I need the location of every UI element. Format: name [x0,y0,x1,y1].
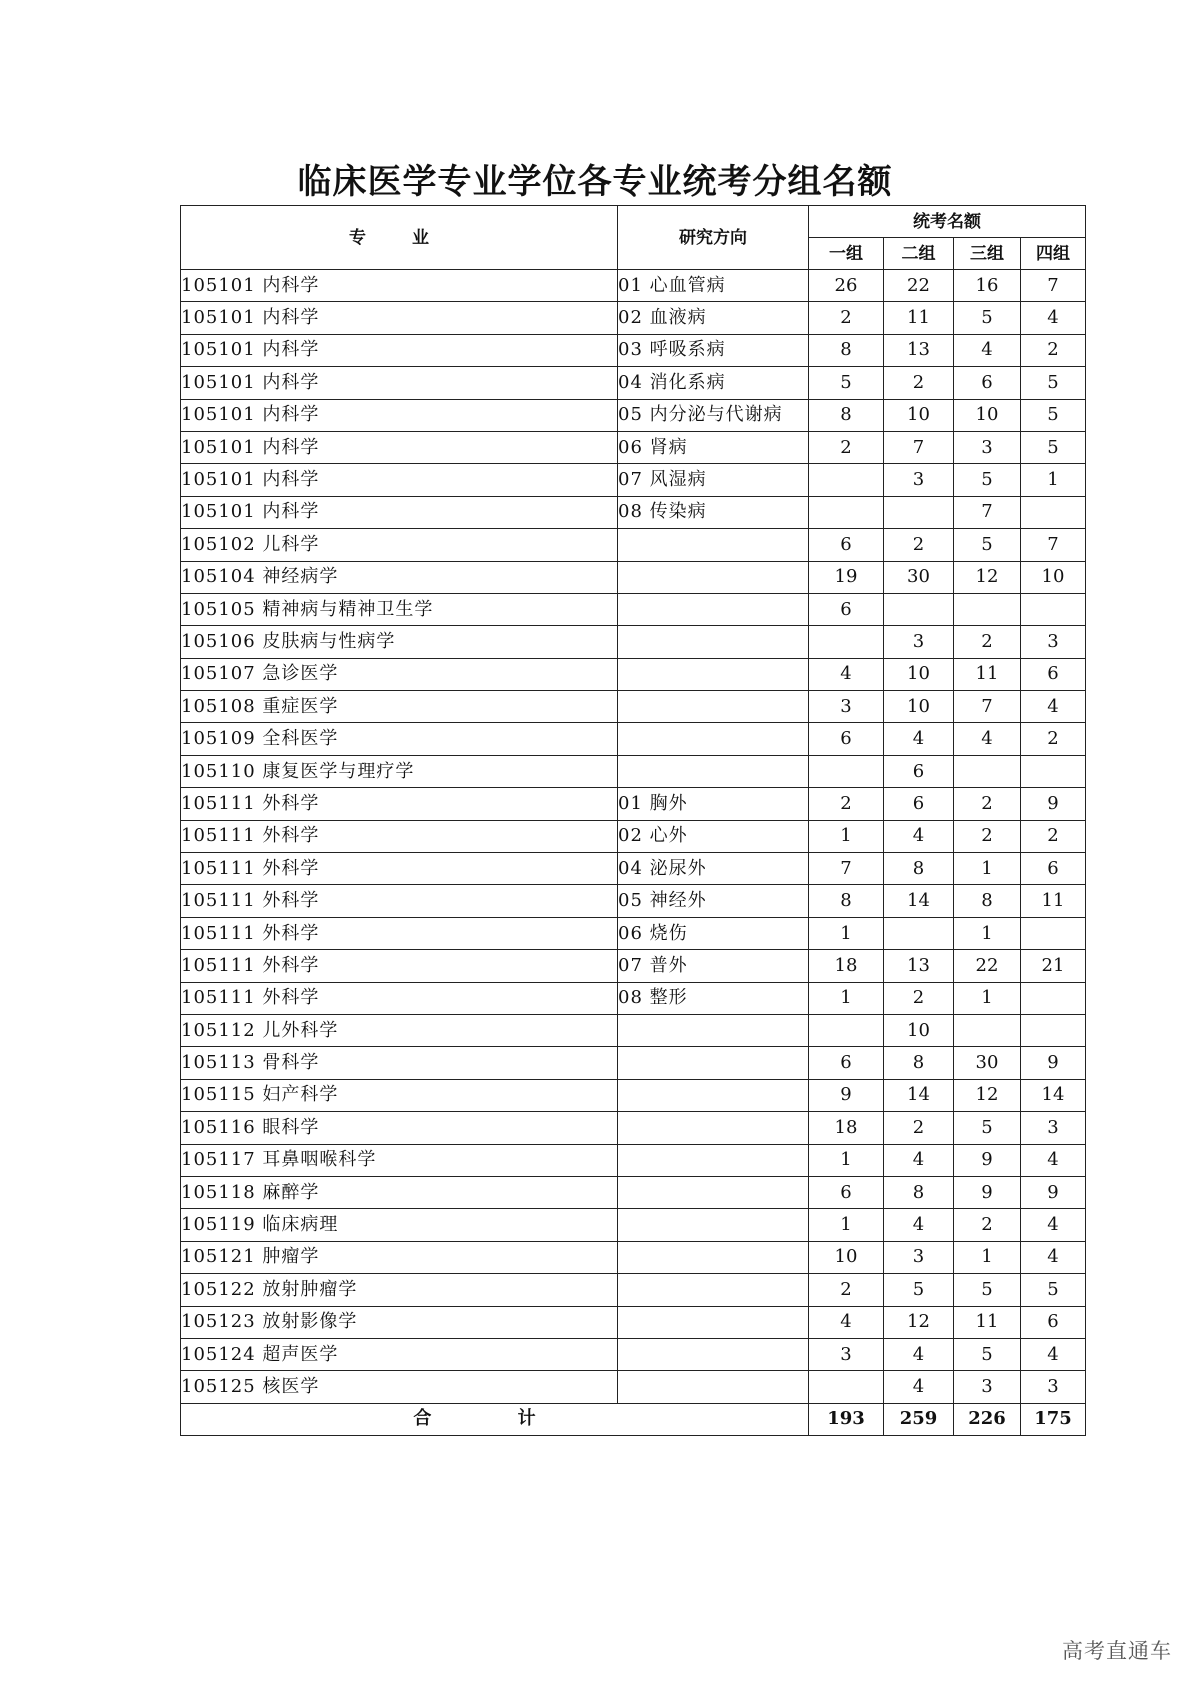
cell-direction [618,593,809,625]
total-group-1: 193 [809,1403,884,1435]
cell-group-4: 9 [1021,788,1086,820]
cell-group-4: 14 [1021,1079,1086,1111]
cell-group-2: 13 [884,334,954,366]
cell-major: 105111 外科学 [181,950,618,982]
cell-group-3: 11 [954,1306,1021,1338]
cell-direction: 08 整形 [618,982,809,1014]
cell-direction [618,1176,809,1208]
cell-group-4: 2 [1021,334,1086,366]
cell-group-2: 3 [884,1241,954,1273]
cell-major: 105112 儿外科学 [181,1014,618,1046]
cell-group-2: 10 [884,399,954,431]
header-group-3: 三组 [954,238,1021,270]
cell-group-4: 11 [1021,885,1086,917]
cell-direction [618,1047,809,1079]
cell-group-3: 16 [954,270,1021,302]
cell-group-3: 5 [954,302,1021,334]
table-row [181,1371,1086,1403]
cell-group-4: 4 [1021,302,1086,334]
cell-group-3: 11 [954,658,1021,690]
cell-group-4: 6 [1021,658,1086,690]
cell-group-2: 4 [884,820,954,852]
cell-major: 105122 放射肿瘤学 [181,1274,618,1306]
total-group-3: 226 [954,1403,1021,1435]
header-quota: 统考名额 [809,206,1086,238]
cell-group-4: 4 [1021,1338,1086,1370]
cell-group-1: 6 [809,529,884,561]
cell-group-2: 10 [884,658,954,690]
cell-group-3: 10 [954,399,1021,431]
table-row [181,1209,1086,1241]
cell-major: 105125 核医学 [181,1371,618,1403]
cell-group-4: 7 [1021,270,1086,302]
table-row [181,917,1086,949]
cell-group-1: 1 [809,1144,884,1176]
cell-group-4: 9 [1021,1047,1086,1079]
cell-direction: 05 内分泌与代谢病 [618,399,809,431]
cell-direction [618,1371,809,1403]
cell-major: 105107 急诊医学 [181,658,618,690]
cell-group-3 [954,593,1021,625]
cell-major: 105108 重症医学 [181,691,618,723]
cell-major: 105101 内科学 [181,496,618,528]
table-row [181,302,1086,334]
cell-group-2: 2 [884,367,954,399]
cell-group-1: 1 [809,982,884,1014]
cell-direction: 06 烧伤 [618,917,809,949]
cell-group-1: 1 [809,917,884,949]
header-major: 专 业 [181,206,618,270]
table-row [181,496,1086,528]
cell-major: 105104 神经病学 [181,561,618,593]
cell-group-4 [1021,593,1086,625]
cell-group-1 [809,496,884,528]
cell-group-2 [884,593,954,625]
table-row [181,691,1086,723]
cell-group-4: 5 [1021,1274,1086,1306]
cell-direction [618,1241,809,1273]
cell-group-2: 30 [884,561,954,593]
cell-major: 105101 内科学 [181,464,618,496]
cell-group-2: 5 [884,1274,954,1306]
cell-group-4: 2 [1021,820,1086,852]
cell-group-2: 6 [884,788,954,820]
table-row [181,464,1086,496]
table-row [181,1176,1086,1208]
cell-direction: 02 心外 [618,820,809,852]
cell-group-1: 6 [809,593,884,625]
cell-group-1: 2 [809,788,884,820]
cell-group-1: 18 [809,1112,884,1144]
cell-direction [618,1014,809,1046]
cell-group-3: 4 [954,723,1021,755]
cell-major: 105105 精神病与精神卫生学 [181,593,618,625]
cell-group-3: 9 [954,1176,1021,1208]
cell-group-1: 18 [809,950,884,982]
cell-group-3: 1 [954,853,1021,885]
cell-direction [618,561,809,593]
cell-group-4: 7 [1021,529,1086,561]
table-row [181,1241,1086,1273]
watermark: 高考直通车 [1062,1639,1172,1663]
cell-direction [618,691,809,723]
header-group-1: 一组 [809,238,884,270]
cell-group-4: 10 [1021,561,1086,593]
cell-group-4: 1 [1021,464,1086,496]
cell-group-2: 10 [884,691,954,723]
cell-direction [618,1306,809,1338]
cell-group-2: 3 [884,626,954,658]
cell-major: 105113 骨科学 [181,1047,618,1079]
cell-group-3: 12 [954,561,1021,593]
cell-group-3: 5 [954,1274,1021,1306]
cell-group-2: 11 [884,302,954,334]
cell-group-1: 7 [809,853,884,885]
cell-major: 105111 外科学 [181,853,618,885]
table-row [181,367,1086,399]
cell-group-1 [809,755,884,787]
cell-major: 105111 外科学 [181,982,618,1014]
cell-major: 105106 皮肤病与性病学 [181,626,618,658]
cell-group-1: 8 [809,334,884,366]
cell-group-3: 1 [954,917,1021,949]
total-row [181,1403,1086,1435]
cell-direction: 04 消化系病 [618,367,809,399]
cell-group-4: 6 [1021,853,1086,885]
cell-group-4: 4 [1021,691,1086,723]
cell-direction [618,723,809,755]
cell-group-1 [809,1014,884,1046]
cell-group-1: 2 [809,431,884,463]
quota-table [180,205,1086,1436]
cell-group-3: 12 [954,1079,1021,1111]
cell-direction: 08 传染病 [618,496,809,528]
cell-major: 105101 内科学 [181,334,618,366]
cell-group-4: 6 [1021,1306,1086,1338]
cell-major: 105111 外科学 [181,820,618,852]
cell-group-3: 7 [954,691,1021,723]
cell-group-4 [1021,917,1086,949]
cell-group-2: 12 [884,1306,954,1338]
cell-direction: 07 普外 [618,950,809,982]
cell-group-3: 6 [954,367,1021,399]
table-row [181,788,1086,820]
cell-major: 105121 肿瘤学 [181,1241,618,1273]
cell-direction: 04 泌尿外 [618,853,809,885]
cell-group-1: 2 [809,1274,884,1306]
total-label: 合 计 [181,1403,809,1435]
cell-group-2: 8 [884,1047,954,1079]
cell-group-4: 4 [1021,1144,1086,1176]
table-row [181,950,1086,982]
cell-group-1: 19 [809,561,884,593]
cell-group-2: 4 [884,723,954,755]
page-title: 临床医学专业学位各专业统考分组名额 [297,162,893,202]
cell-group-4: 3 [1021,1371,1086,1403]
table-row [181,885,1086,917]
cell-group-4 [1021,1014,1086,1046]
cell-group-3: 7 [954,496,1021,528]
cell-major: 105101 内科学 [181,367,618,399]
cell-group-3: 30 [954,1047,1021,1079]
cell-direction [618,626,809,658]
cell-group-2: 8 [884,1176,954,1208]
header-direction: 研究方向 [618,206,809,270]
cell-group-1 [809,464,884,496]
table-row [181,626,1086,658]
cell-group-3: 3 [954,1371,1021,1403]
cell-group-1: 8 [809,885,884,917]
cell-major: 105109 全科医学 [181,723,618,755]
cell-direction: 07 风湿病 [618,464,809,496]
cell-group-1: 4 [809,1306,884,1338]
cell-group-4 [1021,755,1086,787]
table-row [181,755,1086,787]
cell-group-1: 10 [809,1241,884,1273]
cell-group-1: 26 [809,270,884,302]
cell-major: 105116 眼科学 [181,1112,618,1144]
cell-major: 105102 儿科学 [181,529,618,561]
cell-group-1: 9 [809,1079,884,1111]
cell-group-3: 2 [954,626,1021,658]
cell-major: 105111 外科学 [181,788,618,820]
cell-group-2: 2 [884,529,954,561]
cell-major: 105101 内科学 [181,270,618,302]
table-row [181,1306,1086,1338]
table-row [181,658,1086,690]
cell-direction: 01 胸外 [618,788,809,820]
cell-direction [618,1144,809,1176]
cell-group-3: 2 [954,1209,1021,1241]
table-row [181,1274,1086,1306]
table-row [181,561,1086,593]
cell-major: 105115 妇产科学 [181,1079,618,1111]
cell-group-3: 22 [954,950,1021,982]
cell-group-4: 4 [1021,1209,1086,1241]
header-group-2: 二组 [884,238,954,270]
table-row [181,723,1086,755]
cell-direction [618,1209,809,1241]
table-row [181,1014,1086,1046]
table-row [181,529,1086,561]
cell-group-2: 22 [884,270,954,302]
cell-major: 105118 麻醉学 [181,1176,618,1208]
cell-direction [618,1338,809,1370]
cell-group-3: 2 [954,820,1021,852]
header-group-4: 四组 [1021,238,1086,270]
cell-group-3: 3 [954,431,1021,463]
cell-group-2: 13 [884,950,954,982]
cell-direction [618,1079,809,1111]
cell-group-1: 6 [809,1047,884,1079]
table-row [181,399,1086,431]
cell-group-3: 5 [954,1338,1021,1370]
cell-group-3 [954,1014,1021,1046]
cell-group-2: 4 [884,1338,954,1370]
cell-group-2: 4 [884,1209,954,1241]
cell-major: 105111 外科学 [181,885,618,917]
cell-direction: 02 血液病 [618,302,809,334]
cell-group-1 [809,1371,884,1403]
table-row [181,820,1086,852]
table-row [181,1079,1086,1111]
cell-group-3: 1 [954,1241,1021,1273]
cell-group-2: 7 [884,431,954,463]
cell-group-3 [954,755,1021,787]
cell-group-1: 6 [809,1176,884,1208]
cell-group-1: 1 [809,820,884,852]
cell-major: 105101 内科学 [181,399,618,431]
table-row [181,853,1086,885]
cell-group-4: 2 [1021,723,1086,755]
cell-direction [618,658,809,690]
cell-group-1: 8 [809,399,884,431]
cell-major: 105101 内科学 [181,431,618,463]
table-row [181,431,1086,463]
cell-group-1: 6 [809,723,884,755]
cell-direction: 06 肾病 [618,431,809,463]
cell-group-3: 4 [954,334,1021,366]
cell-group-3: 5 [954,464,1021,496]
cell-group-2: 2 [884,982,954,1014]
cell-group-3: 5 [954,1112,1021,1144]
cell-group-4: 21 [1021,950,1086,982]
cell-group-1: 4 [809,658,884,690]
cell-group-4: 3 [1021,626,1086,658]
cell-major: 105124 超声医学 [181,1338,618,1370]
cell-major: 105119 临床病理 [181,1209,618,1241]
table-row [181,1047,1086,1079]
table-body [181,270,1086,1404]
cell-group-4: 5 [1021,431,1086,463]
table-row [181,982,1086,1014]
cell-group-2: 2 [884,1112,954,1144]
cell-group-2: 3 [884,464,954,496]
cell-direction: 03 呼吸系病 [618,334,809,366]
cell-group-2: 10 [884,1014,954,1046]
cell-group-1: 1 [809,1209,884,1241]
cell-group-4: 9 [1021,1176,1086,1208]
cell-group-1: 2 [809,302,884,334]
cell-group-2: 14 [884,885,954,917]
total-group-4: 175 [1021,1403,1086,1435]
cell-group-1: 5 [809,367,884,399]
cell-major: 105111 外科学 [181,917,618,949]
cell-major: 105110 康复医学与理疗学 [181,755,618,787]
cell-direction: 01 心血管病 [618,270,809,302]
cell-group-2 [884,496,954,528]
cell-group-2 [884,917,954,949]
cell-group-4: 4 [1021,1241,1086,1273]
table-row [181,593,1086,625]
cell-major: 105117 耳鼻咽喉科学 [181,1144,618,1176]
cell-group-4: 3 [1021,1112,1086,1144]
cell-group-4: 5 [1021,367,1086,399]
table-row [181,1338,1086,1370]
table-row [181,270,1086,302]
cell-group-2: 4 [884,1371,954,1403]
cell-group-3: 9 [954,1144,1021,1176]
table-header [181,206,1086,270]
cell-direction [618,529,809,561]
table-row [181,1112,1086,1144]
cell-group-3: 1 [954,982,1021,1014]
cell-direction: 05 神经外 [618,885,809,917]
cell-group-2: 4 [884,1144,954,1176]
table-row [181,1144,1086,1176]
cell-group-4: 5 [1021,399,1086,431]
cell-direction [618,1112,809,1144]
cell-group-3: 5 [954,529,1021,561]
cell-group-1: 3 [809,1338,884,1370]
cell-group-1 [809,626,884,658]
total-group-2: 259 [884,1403,954,1435]
cell-group-4 [1021,982,1086,1014]
cell-direction [618,755,809,787]
cell-group-2: 6 [884,755,954,787]
cell-major: 105101 内科学 [181,302,618,334]
cell-group-3: 8 [954,885,1021,917]
cell-group-3: 2 [954,788,1021,820]
table-row [181,334,1086,366]
cell-group-2: 14 [884,1079,954,1111]
cell-group-4 [1021,496,1086,528]
cell-direction [618,1274,809,1306]
cell-major: 105123 放射影像学 [181,1306,618,1338]
cell-group-1: 3 [809,691,884,723]
cell-group-2: 8 [884,853,954,885]
